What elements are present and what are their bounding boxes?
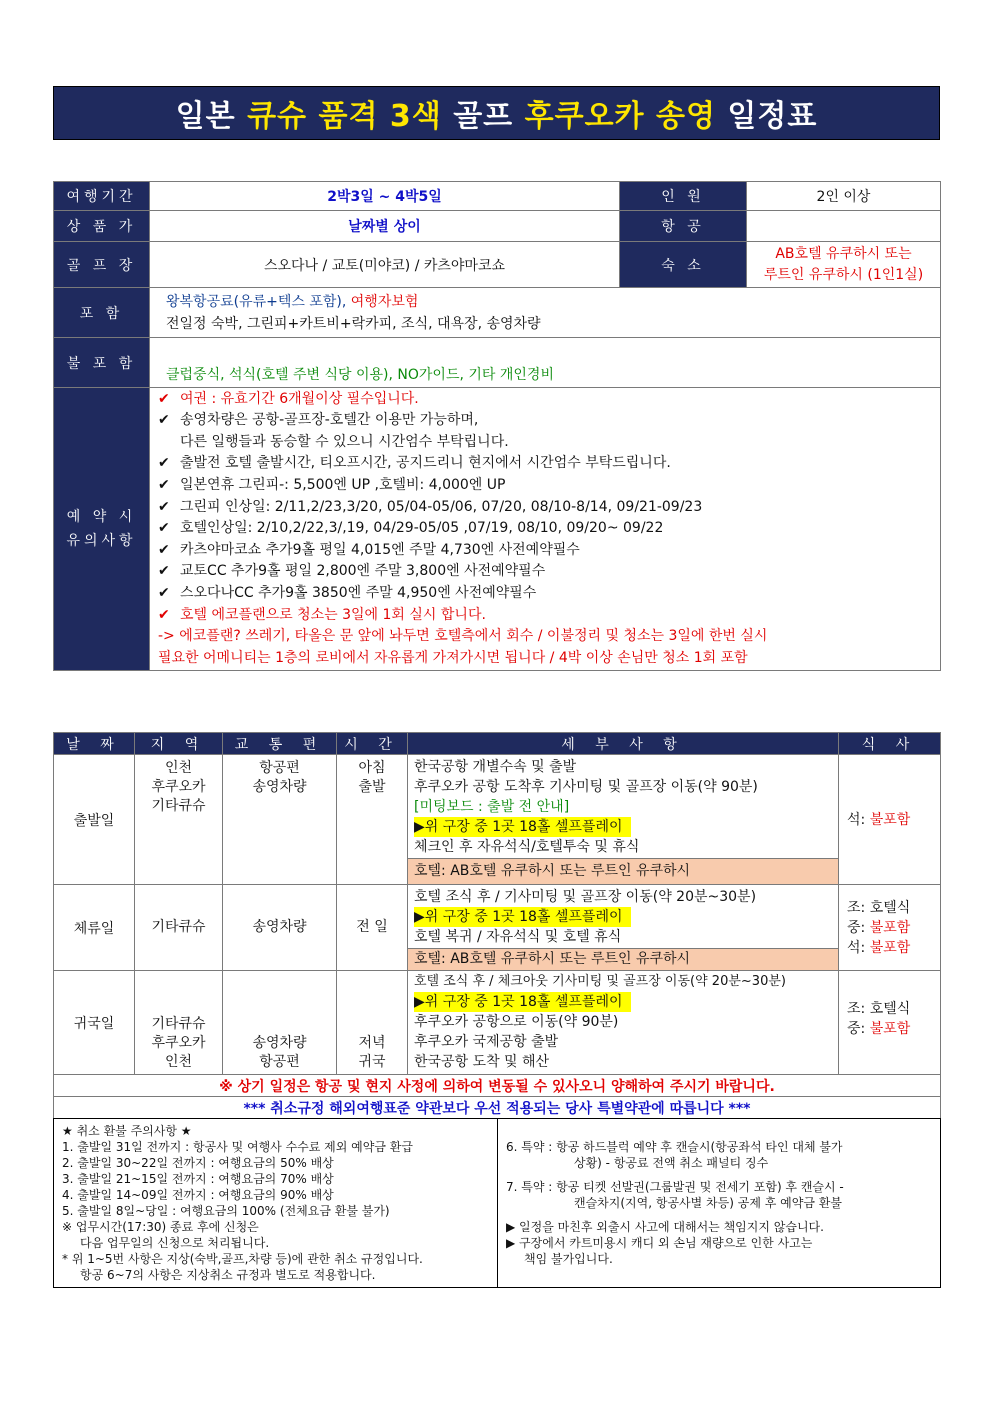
table-row bbox=[54, 971, 941, 1075]
detail-highlight: ▶위 구장 중 1곳 18홀 셀프플레이 bbox=[414, 907, 631, 927]
header-meals: 식 사 bbox=[839, 733, 941, 755]
region-text: 인천 bbox=[164, 1054, 193, 1070]
info-table bbox=[53, 181, 941, 671]
day-label: 출발일 bbox=[54, 755, 135, 885]
golf-label: 골 프 장 bbox=[54, 242, 150, 288]
notes-label-line-1: 예 약 시 bbox=[66, 509, 137, 525]
note-item: -> 에코플랜? 쓰레기, 타올은 문 앞에 놔두면 호텔측에서 회수 / 이불정리 및 청소는 3일에 한번 실시 bbox=[158, 628, 768, 645]
note-item: 호텔인상일: 2/10,2/22,3/,19, 04/29-05/05 ,07/19, 08/10, 09/20~ 09/22 bbox=[180, 520, 664, 537]
cancel-item: 1. 출발일 31일 전까지 : 항공사 및 여행사 수수료 제외 예약금 환급 bbox=[62, 1140, 413, 1154]
meal-key: 조: bbox=[847, 1001, 870, 1017]
meal-value: 불포함 bbox=[869, 919, 911, 936]
hotel-value-line-1: AB호텔 유쿠하시 또는 bbox=[775, 245, 912, 262]
check-icon: ✔ bbox=[158, 584, 170, 601]
transport-text: 송영차량 bbox=[252, 779, 307, 795]
detail-cell bbox=[408, 971, 839, 1075]
hotel-value-line-2: 루트인 유쿠하시 (1인1실) bbox=[763, 266, 924, 283]
note-item: 호텔 에코플랜으로 청소는 3일에 1회 실시 합니다. bbox=[180, 606, 486, 623]
meal-key: 중: bbox=[847, 1021, 870, 1037]
title-part-5: 일정표 bbox=[727, 99, 818, 134]
notes-label-line-2: 유의사항 bbox=[66, 533, 137, 549]
meal-value: 호텔식 bbox=[869, 1001, 911, 1017]
detail-line: 후쿠오카 공항으로 이동(약 90분) bbox=[414, 1014, 619, 1030]
cancel-item: 책임 불가입니다. bbox=[524, 1252, 613, 1266]
cancel-item: 항공 6~7의 사항은 지상취소 규정과 별도로 적용합니다. bbox=[80, 1268, 376, 1282]
detail-line: 한국공항 개별수속 및 출발 bbox=[414, 759, 577, 775]
title-part-4: 후쿠오카 송영 bbox=[524, 99, 716, 134]
cancel-item: ▶ 구장에서 카트미용시 캐디 외 손님 재량으로 인한 사고는 bbox=[506, 1236, 813, 1250]
meal-cell bbox=[839, 885, 941, 971]
detail-line: 한국공항 도착 및 해산 bbox=[414, 1054, 550, 1070]
note-item: 그린피 인상일: 2/11,2/23,3/20, 05/04-05/06, 07/20, 08/10-8/14, 09/21-09/23 bbox=[180, 498, 703, 515]
region-text: 후쿠오카 bbox=[151, 779, 206, 795]
airline-value bbox=[747, 211, 941, 242]
people-value: 2인 이상 bbox=[747, 182, 941, 211]
airline-label: 항 공 bbox=[620, 211, 747, 242]
meal-value: 불포함 bbox=[869, 811, 911, 828]
region-text: 기타큐슈 bbox=[151, 798, 206, 814]
transport-cell bbox=[223, 755, 337, 885]
title-part-2: 큐슈 품격 3색 bbox=[247, 99, 442, 134]
include-label: 포 함 bbox=[54, 288, 150, 338]
cancel-item: 2. 출발일 30~22일 전까지 : 여행요금의 50% 배상 bbox=[62, 1156, 334, 1170]
detail-line: 호텔 조식 후 / 기사미팅 및 골프장 이동(약 20분~30분) bbox=[414, 889, 757, 905]
region-cell bbox=[135, 971, 223, 1075]
cancel-item: ※ 업무시간(17:30) 종료 후에 신청은 bbox=[62, 1220, 259, 1234]
price-label: 상 품 가 bbox=[54, 211, 150, 242]
exclude-value: 클럽중식, 석식(호텔 주변 식당 이용), NO가이드, 기타 개인경비 bbox=[150, 338, 941, 388]
check-icon: ✔ bbox=[158, 477, 170, 494]
note-item: 송영차량은 공항-골프장-호텔간 이용만 가능하며, bbox=[180, 412, 479, 429]
day-label: 체류일 bbox=[54, 885, 135, 971]
cancel-item: 캔슬차지(지역, 항공사별 차등) 공제 후 예약금 환불 bbox=[574, 1196, 842, 1210]
note-item: 출발전 호텔 출발시간, 티오프시간, 공지드리니 현지에서 시간엄수 부탁드립니다. bbox=[180, 455, 671, 472]
detail-line: 체크인 후 자유석식/호텔투숙 및 휴식 bbox=[414, 839, 640, 855]
hotel-line: 호텔: AB호텔 유쿠하시 또는 루트인 유쿠하시 bbox=[408, 858, 838, 884]
time-text: 귀국 bbox=[358, 1054, 386, 1070]
day-label: 귀국일 bbox=[54, 971, 135, 1075]
schedule-table bbox=[53, 732, 941, 1119]
detail-line: 호텔 조식 후 / 체크아웃 기사미팅 및 골프장 이동(약 20분~30분) bbox=[414, 974, 786, 989]
transport-text: 항공편 bbox=[259, 760, 300, 776]
time-text: 출발 bbox=[358, 779, 386, 795]
title-part-1: 일본 bbox=[175, 99, 236, 134]
time-text: 아침 bbox=[358, 760, 386, 776]
cancel-policy-right bbox=[498, 1119, 941, 1288]
note-item: 여권 : 유효기간 6개월이상 필수입니다. bbox=[180, 390, 419, 407]
check-icon: ✔ bbox=[158, 606, 170, 623]
meal-cell bbox=[839, 755, 941, 885]
include-line-1a: 왕복항공료(유류+텍스 포함), bbox=[166, 293, 351, 310]
include-value bbox=[150, 288, 941, 338]
cancel-policy-left bbox=[54, 1119, 498, 1288]
detail-line: 후쿠오카 국제공항 출발 bbox=[414, 1034, 559, 1050]
page-title bbox=[53, 86, 940, 140]
exclude-label: 불 포 함 bbox=[54, 338, 150, 388]
region-cell: 기타큐슈 bbox=[135, 885, 223, 971]
notes-label bbox=[54, 388, 150, 671]
meal-value: 불포함 bbox=[869, 1021, 911, 1037]
people-label: 인 원 bbox=[620, 182, 747, 211]
period-label: 여행기간 bbox=[54, 182, 150, 211]
transport-text: 항공편 bbox=[259, 1054, 300, 1070]
transport-text: 송영차량 bbox=[252, 1035, 307, 1051]
detail-cell bbox=[408, 885, 839, 971]
check-icon: ✔ bbox=[158, 541, 170, 558]
price-value: 날짜별 상이 bbox=[150, 211, 620, 242]
header-date: 날 짜 bbox=[54, 733, 135, 755]
check-icon: ✔ bbox=[158, 520, 170, 537]
schedule-change-notice: ※ 상기 일정은 항공 및 현지 사정에 의하여 변동될 수 있사오니 양해하여 주시기 바랍니다. bbox=[54, 1075, 941, 1097]
meal-key: 중: bbox=[847, 919, 870, 936]
include-line-2: 전일정 숙박, 그린피+카트비+락카피, 조식, 대욕장, 송영차량 bbox=[166, 315, 541, 332]
note-item: 교토CC 추가9홀 평일 2,800엔 주말 3,800엔 사전예약필수 bbox=[180, 563, 546, 580]
region-text: 후쿠오카 bbox=[151, 1035, 206, 1051]
table-row bbox=[54, 885, 941, 971]
meal-key: 석: bbox=[847, 939, 870, 956]
transport-cell: 송영차량 bbox=[223, 885, 337, 971]
transport-cell bbox=[223, 971, 337, 1075]
detail-line: [미팅보드 : 출발 전 안내] bbox=[414, 799, 570, 815]
cancel-item: 3. 출발일 21~15일 전까지 : 여행요금의 70% 배상 bbox=[62, 1172, 334, 1186]
note-item: 일본연휴 그린피-: 5,500엔 UP ,호텔비: 4,000엔 UP bbox=[180, 477, 506, 494]
detail-highlight: ▶위 구장 중 1곳 18홀 셀프플레이 bbox=[414, 992, 631, 1012]
table-row bbox=[54, 755, 941, 885]
include-line-1b: 여행자보험 bbox=[350, 293, 419, 310]
cancel-item: 6. 특약 : 항공 하드블럭 예약 후 캔슬시(항공좌석 타인 대체 불가 bbox=[506, 1140, 843, 1154]
note-item: 스오다나CC 추가9홀 3850엔 주말 4,950엔 사전예약필수 bbox=[180, 584, 537, 601]
header-time: 시 간 bbox=[337, 733, 408, 755]
cancel-item: 다음 업무일의 신청으로 처리됩니다. bbox=[80, 1236, 270, 1250]
cancel-item: 상황) - 항공료 전액 취소 패널티 징수 bbox=[574, 1156, 769, 1170]
special-terms-notice: *** 취소규정 해외여행표준 약관보다 우선 적용되는 당사 특별약관에 따릅니다 *** bbox=[54, 1097, 941, 1119]
region-text: 기타큐슈 bbox=[151, 1016, 206, 1032]
time-cell: 전 일 bbox=[337, 885, 408, 971]
title-part-3: 골프 bbox=[453, 99, 514, 134]
meal-cell bbox=[839, 971, 941, 1075]
header-transport: 교 통 편 bbox=[223, 733, 337, 755]
cancel-item: * 위 1~5번 사항은 지상(숙박,골프,차량 등)에 관한 취소 규정입니다. bbox=[62, 1252, 423, 1266]
cancel-item: 4. 출발일 14~09일 전까지 : 여행요금의 90% 배상 bbox=[62, 1188, 334, 1202]
check-icon: ✔ bbox=[158, 390, 170, 407]
cancel-item: 5. 출발일 8일~당일 : 여행요금의 100% (전체요금 환불 불가) bbox=[62, 1204, 390, 1218]
detail-highlight: ▶위 구장 중 1곳 18홀 셀프플레이 bbox=[414, 817, 631, 837]
time-text: 저녁 bbox=[358, 1035, 386, 1051]
region-cell bbox=[135, 755, 223, 885]
meal-value: 불포함 bbox=[869, 939, 911, 956]
cancel-heading: ★ 취소 환불 주의사항 ★ bbox=[62, 1124, 192, 1138]
meal-value: 호텔식 bbox=[869, 899, 911, 916]
time-cell bbox=[337, 755, 408, 885]
detail-line: 후쿠오카 공항 도착후 기사미팅 및 골프장 이동(약 90분) bbox=[414, 779, 758, 795]
period-value: 2박3일 ~ 4박5일 bbox=[150, 182, 620, 211]
region-text: 인천 bbox=[164, 760, 193, 776]
golf-value: 스오다나 / 교토(미야코) / 카츠야마코쇼 bbox=[150, 242, 620, 288]
cancel-item: ▶ 일정을 마친후 외출시 사고에 대해서는 책임지지 않습니다. bbox=[506, 1220, 824, 1234]
notes-list bbox=[150, 388, 941, 671]
time-cell bbox=[337, 971, 408, 1075]
cancel-item: 7. 특약 : 항공 티켓 선발권(그룹발권 및 전세기 포함) 후 캔슬시 - bbox=[506, 1180, 844, 1194]
detail-line: 호텔 복귀 / 자유석식 및 호텔 휴식 bbox=[414, 929, 622, 945]
check-icon: ✔ bbox=[158, 563, 170, 580]
check-icon: ✔ bbox=[158, 498, 170, 515]
check-icon: ✔ bbox=[158, 455, 170, 472]
header-details: 세 부 사 항 bbox=[408, 733, 839, 755]
note-item: 카츠야마코쇼 추가9홀 평일 4,015엔 주말 4,730엔 사전예약필수 bbox=[180, 541, 580, 558]
detail-cell bbox=[408, 755, 839, 885]
meal-key: 석: bbox=[847, 811, 870, 828]
header-region: 지 역 bbox=[135, 733, 223, 755]
hotel-label: 숙 소 bbox=[620, 242, 747, 288]
note-item: 다른 일행들과 동승할 수 있으니 시간엄수 부탁립니다. bbox=[180, 433, 509, 450]
note-item: 필요한 어메니티는 1층의 로비에서 자유롭게 가져가시면 됩니다 / 4박 이상 손님만 청소 1회 포함 bbox=[158, 649, 748, 666]
check-icon: ✔ bbox=[158, 412, 170, 429]
cancel-policy-table bbox=[53, 1118, 941, 1288]
meal-key: 조: bbox=[847, 899, 870, 916]
hotel-line: 호텔: AB호텔 유쿠하시 또는 루트인 유쿠하시 bbox=[408, 948, 838, 970]
hotel-value bbox=[747, 242, 941, 288]
